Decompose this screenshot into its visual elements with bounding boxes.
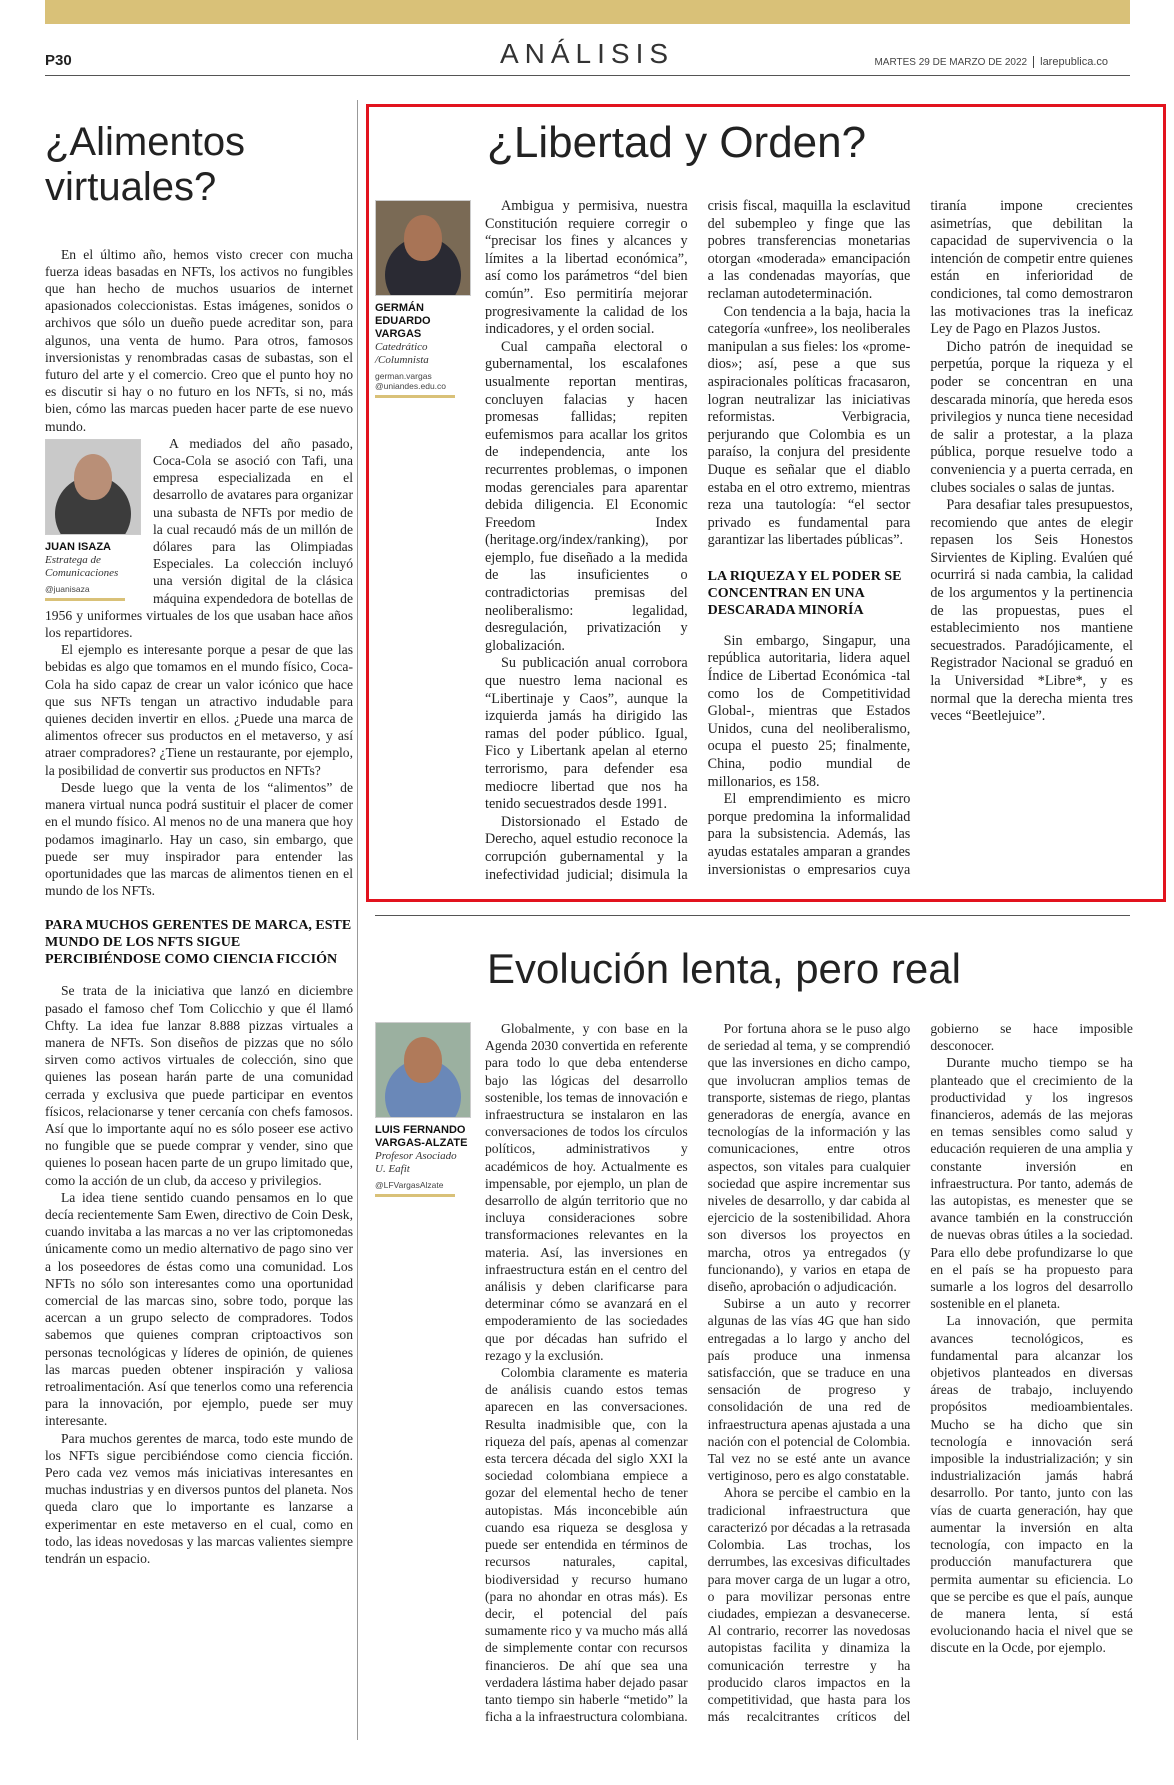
author-name: LUIS FERNANDO VARGAS-ALZATE [375,1124,468,1149]
article2-body [485,1020,1133,1750]
left-paragraph: El ejemplo es interesante porque a pesar de que las bebidas es algo que tomamos en el mundo físico, Coca-Cola ha sido capaz de crear un valor icónico que hace que sus NFTs tengan un atractivo indudable para quienes deciden invertir en ellos. ¿Puede una marca de alimentos ofrecer sus productos en el metaverso, y así atraer compradores? ¿Tiene un restaurante, por ejemplo, la posibilidad de convertir sus productos en NFTs? [45,642,353,778]
author-photo [375,200,471,296]
article1-paragraph: Cual campaña electoral o gubernamental, los escalafones usualmente reportan mentiras, concluyen falacias y hacen promesas fallidas; repiten eufemismos para acallar los gritos de independencia, ante los recurrentes problemas, o imponen modas gerenciales para aparentar debida diligencia. El Economic Freedom Index (heritage.org/index/ranking), por ejemplo, fue diseñado a la medida de las insuficientes o contradictorias premisas del neoliberalismo: legalidad, desregulación, privatización y globalización. [485,338,688,654]
article2-paragraph: Subirse a un auto y recorrer algunas de las vías 4G que han sido entregadas a lo largo y ancho del país produce una inmensa satisfacción, que se traduce en una sensación de progreso y consolidación de una red de infraestructura apenas ajustada a una nación con el potencial de Colombia. Tal vez no se esté ante un avance vertiginoso, pero es algo constatable. [707,1296,911,1484]
article1-paragraph: Con tendencia a la baja, hacia la categoría «unfree», los neoliberales manipulan a sus fieles: los «prome-dios»; así, pese a que sus aspiracionales políticas fracasaron, logran neutralizar las iniciativas reformistas. Verbigracia, perjurando que Colombia es un paraíso, la conjura del presidente Duque es señalar que el diablo estaba en el otro extremo, mientras reza una tautología: “el sector privado es fundamental para garantizar las libertades públicas”. [707,303,911,549]
article1-paragraph: Para desafiar tales presupuestos, recomiendo que antes de elegir repasen los Seis Honestos Sirvientes de Kipling. Evalúen qué ocurrirá si nada cambia, la calidad de los argumentos y la pertinencia de las propuestas, pues el establecimiento nos mantiene secuestrados. Paradójicamente, el Registrador Nacional se graduó en la Universidad *Libre*, y es normal que la derecha mienta tres veces “Beetlejuice”. [930,497,1133,725]
left-paragraph: Se trata de la iniciativa que lanzó en diciembre pasado el famoso chef Tom Colicchio y que él llamó Chfty. La idea fue lanzar 8.888 pizzas virtuales a manera de NFTs. Son diseños de pizzas que no sólo sirven como activos virtuales de colección, sino que quienes las posean harán parte de una comunidad cerrada y exclusiva que puede participar en eventos físicos, relacionarse y tener cercanía con chefs famosos. Así que lo importante aquí no es sólo poseer ese activo no fungible que se puede comprar y vender, sino que quienes lo posean hacen parte de un grupo limitado que, como la acción de un club, da acceso y privilegios. [45,983,353,1188]
top-accent-bar [45,0,1130,24]
article2-author-box [375,1022,469,1197]
article2-paragraph: Colombia claramente es materia de análisis cuando estos temas aparecen en las conversaciones. Resulta inadmisible que, con la riqueza del país, apenas al comenzar esta tercera década del siglo XXI la sociedad colombiana empiece a gozar del elemental hecho de tener autopistas. Más inconcebible aún cuando esa riqueza se desglosa y puede ser entendida en términos de recursos naturales, capital, biodiversidad y recurso humano (para no ahondar en otras más). Es decir, el potencial del país sumamente rico y va mucho más allá de simplemente contar con recursos financieros. De ahí que sea una verdadera lástima haber dejado pasar tanto tiempo sin haberle “metido” la ficha a la infraestructura colombiana. [485,1365,688,1725]
author-face [404,215,442,261]
article1-paragraph: Su publicación anual corrobora que nuestro lema nacional es “Libertinaje y Caos”, aunque la izquierda jamás ha dirigido las ramas del poder público. Igual, Fico y Libertank apelan al eterno terrorismo, para defender esa mediocre libertad que nos ha tenido secuestrados desde 1991. [485,655,688,813]
article2-paragraph: Durante mucho tiempo se ha planteado que el crecimiento de la productividad y los ingresos financieros, además de las mejoras en temas sensibles como salud y educación requieren de una amplia y constante inversión en infraestructura. Por tanto, además de las autopistas, es menester que se avance también en la construcción de nuevas obras útiles a la sociedad. Para ello debe profundizarse lo que en el país se ha propuesto para sumarle a los logros del desarrollo sostenible en el planeta. [930,1055,1133,1312]
author-photo [45,439,141,535]
author-face [404,1037,442,1083]
article1-paragraph: Dicho patrón de inequidad se perpetúa, porque la riqueza y el poder se concentran en una descarada minoría, que hereda esos privilegios y nunca tiene necesidad de salir a protestar, a la plaza pública, porque resuelve todo a conveniencia y a puerta cerrada, en clubes sociales o salas de juntas. [930,338,1133,496]
article1-paragraph: El emprendimiento es micro porque predomina la informalidad para la subsistencia. Además, las ayudas estatales amparan a grandes inversionistas o empresarios cuya tiranía impone crecientes asimetrías, que debilitan la capacidad de supervivencia o la intención de competir entre quienes están en inferioridad de condiciones, tal como demostraron las motivaciones tras la ineficaz Ley de Pago en Plazos Justos. [707,198,1133,878]
article2-paragraph: Por fortuna ahora se le puso algo de seriedad al tema, y se comprendió que las inversiones en dicho campo, que involucran amplios temas de transporte, sistemas de riego, plantas generadoras de energía, avance en tecnologías de la información y las comunicaciones, entre otros aspectos, son vitales para cualquier sociedad que aspire incrementar sus niveles de desarrollo, y dar cabida al ejercicio de la sostenibilidad. Ahora son diversos los proyectos en marcha, otros ya entregados (y funcionando), y varios en etapa de diseño, aprobación o adjudicación. [707,1021,911,1295]
header-rule [45,75,1130,76]
article2-title: Evolución lenta, pero real [487,945,961,992]
author-rule [45,598,125,601]
header-separator [1033,56,1034,68]
column-divider [357,100,358,1740]
page-number: P30 [45,52,72,69]
left-paragraph: Para muchos gerentes de marca, todo este mundo de los NFTs sigue percibiéndose como ciencia ficción. Pero cada vez vemos más iniciativas interesantes en muchas industrias y en diversos puntos del planeta. Nos queda claro que lo importante es lanzarse a experimentar en este metaverso en el cual, como en todo, las ideas novedosas y las marcas valientes siempre tendrán un espacio. [45,1430,353,1567]
header-meta [874,56,1108,68]
author-rule [375,395,455,398]
article1-paragraph: Ambigua y permisiva, nuestra Constitución requiere corregir o “precisar los fines y alcances y límites a la libertad económica”, así como los parámetros “del bien común”. Eso permitiría mejorar progresivamente la calidad de los indicadores, y el orden social. [485,198,688,338]
left-article-title: ¿Alimentos virtuales? [45,120,246,209]
article1-paragraph: Distorsionado el Estado de Derecho, aquel estudio reconoce la corrupción gubernamental y la inefectividad judicial; disimula la crisis fiscal, maquilla la esclavitud del subempleo y finge que las pobres transferencias monetarias otorgan «moderada» emancipación a las condenadas mayorías, que reclaman autodeterminación. [485,198,911,883]
author-handle[interactable]: @juanisaza [45,583,90,594]
author-face [74,454,112,500]
author-handle[interactable]: @LFVargasAlzate [375,1180,444,1190]
author-role: Estratega de Comunicaciones [45,553,119,579]
article2-paragraph: Ahora se percibe el cambio en la tradicional infraestructura que caracterizó por décadas a la retrasada Colombia. Las trochas, los derrumbes, las excesivas dificultades para mover carga de un lugar a otro, o para movilizar personas entre ciudades, empiezan a desvanecerse. Al contrario, recorrer las novedosas autopistas facilita y dinamiza la comunicación terrestre y ha producido claros impactos en la competitividad, que hasta para los más recalcitrantes críticos del gobierno se hace imposible desconocer. [707,1021,1133,1725]
author-name: GERMÁN EDUARDO VARGAS [375,302,431,340]
article1-title: ¿Libertad y Orden? [487,118,867,167]
section-title: ANÁLISIS [499,38,675,69]
site-link[interactable]: larepublica.co [1040,56,1108,68]
left-subhead: PARA MUCHOS GERENTES DE MARCA, ESTE MUNDO DE LOS NFTS SIGUE PERCIBIÉNDOSE COMO CIENCIA FICCIÓN [45,918,352,968]
article1-paragraph: Sin embargo, Singapur, una república autoritaria, lidera aquel Índice de Libertad Económica -tal como los de Competitividad Global-, mientras que Estados Unidos, cuna del neoliberalismo, ocupa el puesto 25; finalmente, China, podio mundial de millonarios, es 158. [707,632,911,790]
left-paragraph: La idea tiene sentido cuando pensamos en lo que decía recientemente Sam Ewen, directivo de Coin Desk, cuando invitaba a las marcas a no ver las criptomonedas únicamente como un medio alternativo de pago sino ver a los poseedores de éstas como una comunidad. Los NFTs no sólo son interesantes como una oportunidad comercial de las marcas sino, sobre todo, porque las acercan a un grupo selecto de compradores. Todos sabemos que quienes compran criptoactivos son personas tecnológicas y líderes de opinión, de quienes las marcas pueden obtener inspiración y valiosa retroalimentación. Así que tenerlos como una referencia para la innovación, por ejemplo, puede ser muy interesante. [45,1189,353,1429]
left-paragraph: En el último año, hemos visto crecer con mucha fuerza ideas basadas en NFTs, los activos no fungibles que han hecho de muchos usuarios de internet apasionados coleccionistas. Estas imágenes, sonidos o archivos que sólo un dueño puede acreditar son, para algunos, una venta de humo. Para otros, famosos inversionistas y renombradas casas de subastas, son el futuro del arte y el comercio. Creo que el punto hoy no es discutir si hay o no futuro en los NFTs, si no, más bien, cómo las marcas pueden hacer parte de ese nuevo mundo. [45,246,353,434]
left-paragraph: Desde luego que la venta de los “alimentos” de manera virtual nunca podrá sustituir el placer de comer en el mundo físico. Al menos no de una manera que hoy podamos imaginarlo. Hay un caso, sin embargo, que puede ser muy inspirador para entender las oportunidades que las marcas de alimentos tienen en el mundo de los NFTs. [45,779,353,899]
author-photo [375,1022,471,1118]
author-role: Catedrático /Columnista [375,341,429,366]
author-handle[interactable]: german.vargas @uniandes.edu.co [375,371,447,391]
left-article [45,120,353,1567]
author-name: JUAN ISAZA [45,540,112,553]
left-author-box [45,439,141,601]
article1-author-box [375,200,469,398]
article1-subhead: LA RIQUEZA Y EL PODER SE CONCENTRAN EN UNA DESCARADA MINORÍA [707,568,902,618]
article2-paragraph: La innovación, que permita avances tecnológicos, es fundamental para alcanzar los objetivos planteados en diversas áreas de trabajo, incluyendo propósitos medioambientales. Mucho se ha dicho que sin tecnología e innovación será imposible la industrialización; y sin industrialización jamás habrá desarrollo. Por tanto, junto con las vías de cuarta generación, hay que aumentar la inversión en alta tecnología, con impacto en la producción manufacturera que permita aumentar su eficiencia. Lo que se percibe es que el país, aunque de manera lenta, sí está evolucionando hacia el nivel que se discute en la Ocde, por ejemplo. [930,1313,1133,1656]
article1-body [485,198,1133,888]
left-paragraph: A mediados del año pasado, Coca-Cola se asoció con Tafi, una empresa especializada en el desarrollo de avatares para organizar una subasta de NFTs por medio de la cual recaudó más de un millón de dólares para las Olimpiadas Especiales. La colección incluyó una versión digital de la clásica máquina expendedora de botellas de 1956 y uniformes virtuales de los que usaban hace años los repartidores. [45,435,353,641]
article2-paragraph: Globalmente, y con base en la Agenda 2030 convertida en referente para todo lo que deba entenderse bajo las lógicas del desarrollo sostenible, los temas de innovación e infraestructura se instalaron en las conversaciones de todos los círculos políticos, administrativos y académicos de hoy. Actualmente es impensable, por ejemplo, un plan de desarrollo de algún territorio que no incluya consideraciones sobre transformaciones relevantes en la materia. Así, las inversiones en infraestructura están en el centro del análisis y deben clarificarse para determinar cómo se avanzará en el empoderamiento de las sociedades que por décadas han sufrido el rezago y la exclusión. [485,1021,688,1363]
author-role: Profesor Asociado U. Eafit [375,1150,457,1175]
author-rule [375,1194,455,1197]
article-divider [375,915,1130,916]
issue-date: MARTES 29 DE MARZO DE 2022 [874,57,1028,68]
